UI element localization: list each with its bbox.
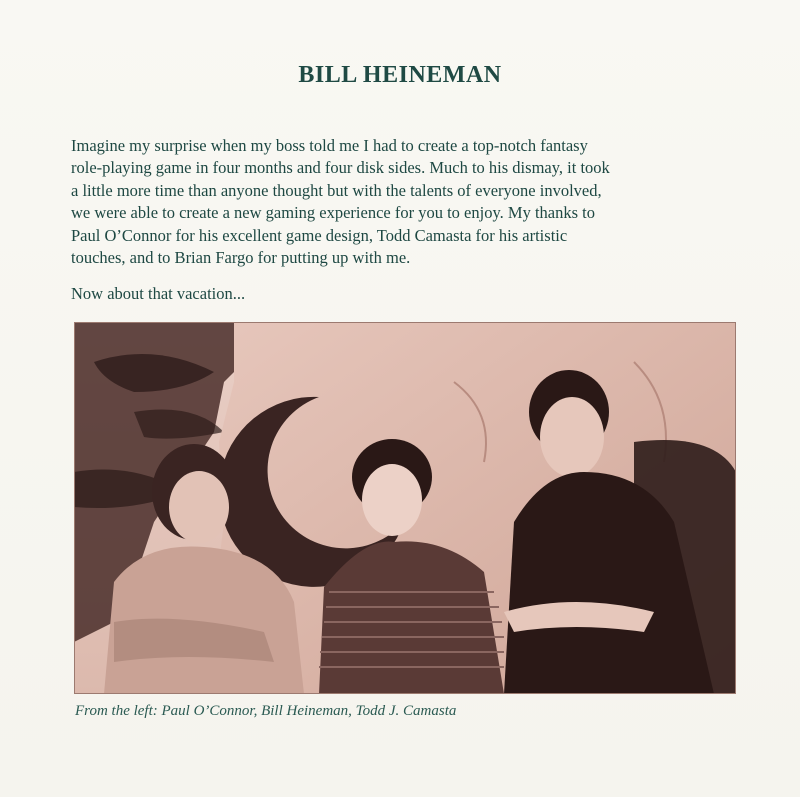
body-line: a little more time than anyone thought but with the talents of everyone involved,: [71, 180, 602, 200]
body-line: we were able to create a new gaming experience for you to enjoy. My thanks to: [71, 203, 595, 223]
body-line: role-playing game in four months and four disk sides. Much to his dismay, it took: [71, 158, 610, 178]
photo-caption: From the left: Paul O’Connor, Bill Heineman, Todd J. Camasta: [75, 703, 457, 719]
page-title: BILL HEINEMAN: [298, 62, 502, 88]
body-line: touches, and to Brian Fargo for putting up with me.: [71, 248, 411, 268]
group-photo: [74, 322, 736, 694]
closing-line: Now about that vacation...: [71, 284, 246, 303]
body-line: Imagine my surprise when my boss told me I had to create a top-notch fantasy: [71, 136, 588, 155]
body-paragraph: [71, 135, 711, 269]
body-line: Paul O’Connor for his excellent game design, Todd Camasta for his artistic: [71, 225, 568, 245]
